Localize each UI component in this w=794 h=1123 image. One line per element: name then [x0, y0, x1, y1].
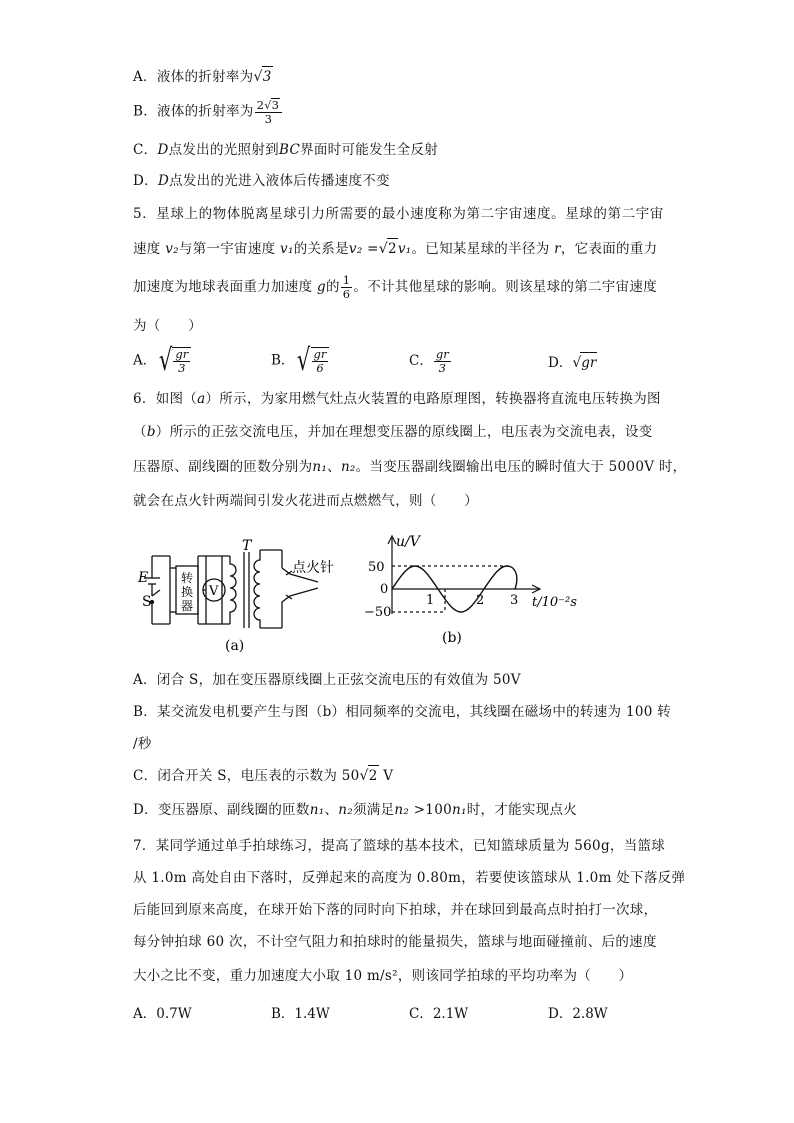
text: 速度: [133, 241, 166, 257]
text: 的关系是: [293, 241, 349, 257]
voltmeter-label: V: [209, 584, 219, 599]
text: 与第一宇宙速度: [178, 241, 281, 257]
denominator: 3: [178, 361, 186, 375]
var-n1: n₁: [312, 459, 328, 475]
q7-option-a[interactable]: A．0.7W: [133, 1006, 192, 1022]
radical-sign: √: [253, 69, 263, 85]
var-g: g: [317, 279, 326, 295]
separator: 、: [327, 459, 341, 475]
y-axis-label: u/V: [396, 534, 420, 550]
separator: 、: [324, 802, 339, 818]
circuit-diagram-a: [130, 538, 360, 658]
q6-line-2: [133, 422, 653, 442]
radicand: 2: [387, 238, 398, 259]
var-v1: v₁: [280, 241, 294, 257]
needle-label: 点火针: [292, 560, 334, 576]
numerator: gr: [435, 347, 449, 361]
eq-rhs: v₁: [397, 241, 412, 257]
radical-sign: √: [297, 343, 311, 378]
q6-option-c[interactable]: [133, 765, 393, 786]
denominator: 3: [264, 112, 273, 126]
var-b: b: [146, 424, 156, 440]
q4-option-b[interactable]: [133, 98, 283, 126]
x-tick-2: 2: [476, 593, 485, 608]
q4-option-d[interactable]: [133, 171, 390, 191]
numerator: gr: [175, 347, 189, 361]
radicand: 3: [271, 98, 280, 112]
q4-option-c[interactable]: [133, 140, 438, 160]
q5-line-3: [133, 274, 657, 301]
fraction: [341, 274, 353, 301]
denominator: 3: [438, 361, 446, 375]
q5-line-4: 为（ ）: [133, 318, 202, 334]
radical-sign: √: [159, 343, 173, 378]
q7-option-c[interactable]: C．2.1W: [409, 1006, 469, 1022]
q7-option-d[interactable]: D．2.8W: [548, 1006, 608, 1022]
option-label: A．: [133, 352, 157, 369]
radical: [294, 343, 329, 378]
q6-option-d[interactable]: [133, 800, 577, 820]
q6-line-4: 就会在点火针两端间引发火花进而点燃燃气，则（ ）: [133, 493, 478, 509]
q6-option-b-cont: /秒: [133, 736, 152, 752]
option-text: 液体的折射率为: [157, 103, 254, 120]
converter-char-2: 换: [181, 585, 194, 599]
radical-sign: √: [572, 355, 582, 371]
var-a: a: [197, 391, 206, 407]
option-label: D．: [548, 355, 573, 371]
label-s: S: [142, 594, 152, 610]
radicand: gr: [580, 352, 597, 373]
option-text: 点发出的光照射到: [168, 142, 279, 158]
radical-sign: √: [264, 99, 272, 112]
text: V: [378, 768, 394, 784]
numerator: gr: [313, 347, 327, 361]
text: ）所示的正弦交流电压，并加在理想变压器的原线圈上，电压表为交流电表，设变: [155, 424, 653, 440]
fraction: [173, 348, 190, 375]
var-v2: v₂: [165, 241, 179, 257]
y-tick-50: 50: [368, 560, 385, 575]
radical: [156, 343, 191, 378]
var-n2: n₂: [340, 459, 356, 475]
var-d: D: [157, 173, 170, 189]
radicand: 3: [262, 66, 273, 87]
radical-sign: √: [359, 768, 369, 784]
text: 压器原、副线圈的匝数分别为: [133, 459, 313, 475]
q6-line-3: [133, 457, 686, 477]
option-text: 液体的折射率为: [156, 69, 254, 85]
var-d: D: [157, 142, 169, 158]
x-tick-3: 3: [510, 593, 519, 608]
text: 的: [325, 279, 340, 295]
option-label: B．: [133, 103, 158, 120]
caption-a: (a): [225, 638, 245, 654]
q5-option-a[interactable]: [133, 343, 191, 378]
q7-line-3: 后能回到原来高度，在球开始下落的同时向下拍球，并在球回到最高点时拍打一次球，: [133, 902, 658, 918]
x-tick-1: 1: [426, 593, 435, 608]
q6-line-1: [133, 389, 661, 409]
label-e: E: [138, 570, 149, 586]
q7-option-b[interactable]: B．1.4W: [271, 1006, 330, 1022]
q7-line-1: 7．某同学通过单手拍球练习，提高了篮球的基本技术，已知篮球质量为 560g，当篮球: [133, 838, 666, 854]
option-text-2: 界面时可能发生全反射: [300, 142, 439, 158]
q5-line-2: [133, 238, 657, 259]
sine-graph-b: [360, 530, 590, 650]
var-n1: n₁: [309, 802, 325, 818]
denominator: 6: [342, 287, 351, 301]
numerator: 1: [342, 273, 351, 287]
fraction: [434, 348, 451, 375]
label-t: T: [242, 538, 252, 554]
text: >100: [409, 802, 452, 818]
text: 。不计其他星球的影响。则该星球的第二宇宙速度: [353, 279, 657, 295]
var-bc: BC: [278, 142, 301, 158]
fraction: [255, 98, 283, 126]
fraction: [312, 348, 329, 375]
denominator: 6: [316, 361, 324, 375]
radical-sign: √: [378, 241, 388, 257]
converter-char-1: 转: [181, 571, 194, 585]
var-n2: n₂: [338, 802, 353, 818]
text: 时，才能实现点火: [466, 802, 578, 818]
text: 。已知某星球的半径为: [411, 241, 555, 257]
text: 。当变压器副线圈输出电压的瞬时值大于 5000V 时，: [355, 459, 687, 475]
q4-option-a[interactable]: [133, 66, 273, 87]
q6-option-b[interactable]: B．某交流发电机要产生与图（b）相同频率的交流电，其线圈在磁场中的转速为 100 转: [133, 704, 672, 720]
text: ）所示，为家用燃气灶点火装置的电路原理图，转换器将直流电压转换为图: [205, 391, 661, 407]
radicand: 2: [368, 765, 379, 786]
q6-option-a[interactable]: A．闭合 S，加在变压器原线圈上正弦交流电压的有效值为 50V: [133, 672, 521, 688]
q5-option-c[interactable]: [409, 348, 452, 375]
text: D．变压器原、副线圈的匝数: [133, 802, 310, 818]
y-tick-neg50: −50: [364, 605, 392, 620]
text: 须满足: [352, 802, 395, 818]
q5-option-d[interactable]: [548, 352, 597, 373]
var-n2: n₂: [394, 802, 410, 818]
var-n1: n₁: [451, 802, 467, 818]
text: ，它表面的重力: [560, 241, 658, 257]
text: （: [133, 424, 147, 440]
q7-line-2: 从 1.0m 高处自由下落时，反弹起来的高度为 0.80m，若要使该篮球从 1.0m 处下落反弹: [133, 870, 686, 886]
q7-line-5: 大小之比不变，重力加速度大小取 10 m/s²，则该同学拍球的平均功率为（ ）: [133, 968, 633, 984]
eq-lhs: v₂ =: [348, 241, 379, 257]
q5-line-1: 5．星球上的物体脱离星球引力所需要的最小速度称为第二宇宙速度。星球的第二宇宙: [133, 206, 664, 222]
option-text: 点发出的光进入液体后传播速度不变: [169, 173, 390, 189]
option-label: A．: [133, 69, 157, 85]
option-label: C．: [409, 353, 433, 369]
num-coef: 2: [256, 98, 265, 112]
x-axis-label: t/10⁻²s: [532, 595, 577, 610]
option-label: D．: [133, 173, 158, 189]
q5-option-b[interactable]: [271, 343, 329, 378]
var-r: r: [554, 241, 561, 257]
converter-char-3: 器: [181, 599, 194, 613]
text: C．闭合开关 S，电压表的示数为 50: [133, 768, 360, 784]
y-tick-0: 0: [380, 582, 389, 597]
text: 加速度为地球表面重力加速度: [133, 279, 317, 295]
option-label: B．: [271, 352, 295, 369]
option-label: C．: [133, 142, 158, 158]
text: 6．如图（: [133, 391, 198, 407]
caption-b: (b): [442, 630, 462, 646]
q7-line-4: 每分钟拍球 60 次，不计空气阻力和拍球时的能量损失，篮球与地面碰撞前、后的速度: [133, 934, 657, 950]
